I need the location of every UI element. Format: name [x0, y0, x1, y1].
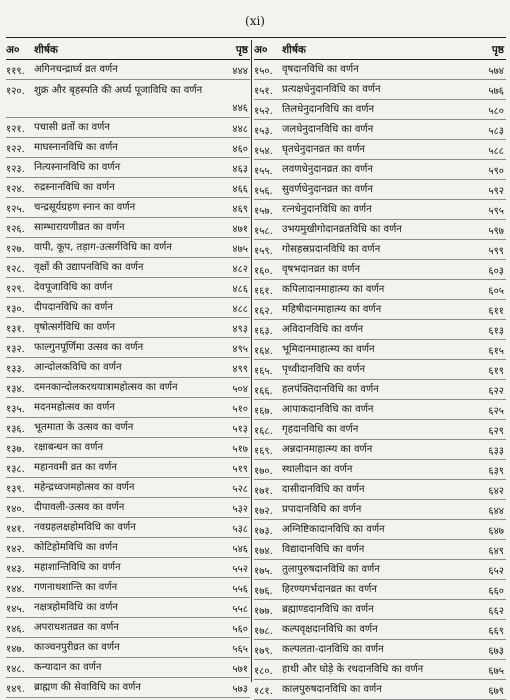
- chapter-title: वृक्षों की उद्यापनविधि का वर्णन: [34, 261, 144, 273]
- toc-entry: [6, 138, 250, 158]
- toc-entry: [6, 538, 250, 558]
- chapter-title: महिषीदानमाहात्म्य का वर्णन: [282, 303, 382, 315]
- chapter-title: नित्यस्नानविधि का वर्णन: [34, 161, 121, 173]
- toc-entry: [254, 160, 506, 180]
- chapter-number: १२१.: [6, 123, 25, 135]
- page-number-cell: ५७३: [232, 683, 248, 695]
- chapter-title: महेन्द्रध्वजमहोत्सव का वर्णन: [34, 481, 135, 493]
- chapter-title: कल्पवृक्षदानविधि का वर्णन: [282, 623, 378, 635]
- toc-entry: [254, 520, 506, 540]
- chapter-title: दीपावली-उत्सव का वर्णन: [34, 501, 125, 513]
- page-number-cell: ५५८: [232, 603, 248, 615]
- toc-entry: [6, 318, 250, 338]
- page-number-cell: ५९७: [488, 225, 504, 237]
- toc-entry: [6, 578, 250, 598]
- chapter-title: गृहदानविधि का वर्णन: [282, 423, 359, 435]
- chapter-number: १६२.: [254, 305, 273, 317]
- toc-entry: [254, 380, 506, 400]
- toc-entry: [254, 620, 506, 640]
- page-number-cell: ६७५: [488, 665, 504, 677]
- page-number-cell: ६७९: [488, 685, 504, 697]
- chapter-title: हलपंक्तिदानविधि का वर्णन: [282, 383, 379, 395]
- header-page-label: पृष्ठ: [491, 43, 504, 56]
- page-number-cell: ६०३: [488, 265, 504, 277]
- chapter-title: अविदानविधि का वर्णन: [282, 323, 364, 335]
- toc-column-right: [254, 40, 506, 700]
- page-number-cell: ५३२: [232, 503, 248, 515]
- page-number-cell: ४९९: [232, 363, 248, 375]
- toc-entry: [6, 418, 250, 438]
- page-number-cell: ४४६: [232, 103, 248, 114]
- chapter-number: १२३.: [6, 163, 25, 175]
- toc-entry: [6, 518, 250, 538]
- toc-entry: [6, 358, 250, 378]
- chapter-title: दासीदानविधि का वर्णन: [282, 483, 365, 495]
- toc-entry: [254, 480, 506, 500]
- toc-entry: [254, 560, 506, 580]
- chapter-title: आपाकदानविधि का वर्णन: [282, 403, 374, 415]
- toc-entry: [6, 378, 250, 398]
- chapter-number: १७७.: [254, 605, 273, 617]
- chapter-number: १७६.: [254, 585, 273, 597]
- chapter-number: १२४.: [6, 183, 25, 195]
- page-number-cell: ५६५: [232, 643, 248, 655]
- chapter-title: प्रपादानविधि का वर्णन: [282, 503, 362, 515]
- toc-entry: [6, 398, 250, 418]
- chapter-title: फाल्गुनपूर्णिमा उत्सव का वर्णन: [34, 341, 144, 353]
- page-number-cell: ६०५: [488, 285, 504, 297]
- chapter-number: १५०.: [254, 65, 273, 77]
- toc-entry: [254, 680, 506, 700]
- chapter-number: १७१.: [254, 485, 273, 497]
- toc-entry: [6, 658, 250, 678]
- chapter-number: १४३.: [6, 563, 25, 575]
- chapter-title: उभयमुखीगोदानव्रतविधि का वर्णन: [282, 223, 402, 235]
- chapter-title: अग्निष्टिकादानविधि का वर्णन: [282, 523, 385, 535]
- toc-entry: [6, 158, 250, 178]
- toc-entry: [254, 440, 506, 460]
- toc-entry: [6, 278, 250, 298]
- chapter-title: कोटिहोमविधि का वर्णन: [34, 541, 118, 553]
- toc-entry: [254, 420, 506, 440]
- chapter-number: १४६.: [6, 623, 25, 635]
- page-number: (xi): [245, 14, 265, 28]
- toc-entry: [254, 280, 506, 300]
- top-rule: [6, 37, 506, 38]
- chapter-title: अगिनचन्द्रार्घ्य व्रत वर्णन: [34, 63, 118, 75]
- chapter-number: १४०.: [6, 503, 25, 515]
- page-number-cell: ५२८: [232, 483, 248, 495]
- page-number-cell: ४७१: [232, 223, 248, 235]
- toc-entry: [254, 460, 506, 480]
- toc-entry: [254, 400, 506, 420]
- chapter-number: १५१.: [254, 85, 273, 97]
- chapter-number: १५८.: [254, 225, 273, 237]
- chapter-title: साम्भारायणीव्रत का वर्णन: [34, 221, 125, 233]
- chapter-title: काञ्चनपुरीव्रत का वर्णन: [34, 641, 120, 653]
- chapter-title: कन्यादान का वर्णन: [34, 661, 102, 673]
- chapter-title: तिलधेनुदानविधि का वर्णन: [282, 103, 375, 115]
- page-number-cell: ५१३: [232, 423, 248, 435]
- chapter-title: ब्राह्मण की सेवाविधि का वर्णन: [34, 681, 141, 693]
- toc-entry: [6, 638, 250, 658]
- page-number-cell: ५९५: [488, 205, 504, 217]
- chapter-title: लवणधेनुदानव्रत का वर्णन: [282, 163, 373, 175]
- chapter-number: १५९.: [254, 245, 273, 257]
- chapter-number: १७२.: [254, 505, 273, 517]
- header-chapter-label: अ०: [6, 43, 20, 56]
- page-number-cell: ४८८: [232, 303, 248, 315]
- page-number-cell: ४९३: [232, 323, 248, 335]
- page-number-cell: ४६६: [232, 183, 248, 195]
- chapter-number: १६९.: [254, 445, 273, 457]
- chapter-number: १२८.: [6, 263, 25, 275]
- toc-entry: [6, 80, 250, 118]
- chapter-title: हाथी और घोड़े के रथदानविधि का वर्णन: [282, 663, 424, 675]
- toc-entry: [6, 238, 250, 258]
- chapter-title: तुलापुरुषदानविधि का वर्णन: [282, 563, 380, 575]
- chapter-number: ११९.: [6, 65, 25, 77]
- chapter-title: आन्दोलकविधि का वर्णन: [34, 361, 122, 373]
- page-number-cell: ६१५: [488, 345, 504, 357]
- chapter-title: कल्पलता-दानविधि का वर्णन: [282, 643, 384, 655]
- toc-list-left: [6, 60, 250, 698]
- toc-entry: [254, 600, 506, 620]
- chapter-title: सुवर्णधेनुदानव्रत का वर्णन: [282, 183, 373, 195]
- chapter-title: रत्नधेनुदानविधि का वर्णन: [282, 203, 372, 215]
- chapter-title: भूमिदानमाहात्म्य का वर्णन: [282, 343, 375, 355]
- chapter-number: १७५.: [254, 565, 273, 577]
- page-number-cell: ४८६: [232, 283, 248, 295]
- page-number-cell: ६५२: [488, 565, 504, 577]
- toc-entry: [6, 678, 250, 698]
- header-page-label: पृष्ठ: [235, 43, 248, 56]
- chapter-title: कालपुरुषदानविधि का वर्णन: [282, 683, 382, 695]
- page-number-cell: ६६०: [488, 585, 504, 597]
- page-number-cell: ६१९: [488, 365, 504, 377]
- chapter-number: १५६.: [254, 185, 273, 197]
- chapter-title: गोसहस्रप्रदानविधि का वर्णन: [282, 243, 381, 255]
- header-title-label: शीर्षक: [34, 43, 58, 56]
- chapter-number: १६६.: [254, 385, 273, 397]
- chapter-title: हिरण्यगर्भदानव्रत का वर्णन: [282, 583, 377, 595]
- toc-entry: [254, 200, 506, 220]
- chapter-title: नक्षत्रहोमविधि का वर्णन: [34, 601, 118, 613]
- chapter-number: १३४.: [6, 383, 25, 395]
- page-number-cell: ४६०: [232, 143, 248, 155]
- toc-entry: [6, 498, 250, 518]
- page-number-cell: ५७१: [232, 663, 248, 675]
- page-number-cell: ६६२: [488, 605, 504, 617]
- page-number-cell: ६२९: [488, 425, 504, 437]
- page-number-cell: ५१९: [232, 463, 248, 475]
- chapter-number: १५२.: [254, 105, 273, 117]
- page-number-cell: ५३८: [232, 523, 248, 535]
- page-number-cell: ५४६: [232, 543, 248, 555]
- page-number-cell: ५५६: [232, 583, 248, 595]
- toc-entry: [254, 260, 506, 280]
- chapter-number: १३७.: [6, 443, 25, 455]
- chapter-number: १२०.: [6, 86, 25, 97]
- chapter-number: १२७.: [6, 243, 25, 255]
- page-number-cell: ४६९: [232, 203, 248, 215]
- toc-entry: [254, 300, 506, 320]
- toc-entry: [254, 100, 506, 120]
- chapter-title: कपिलादानमाहात्म्य का वर्णन: [282, 283, 385, 295]
- chapter-number: १४९.: [6, 683, 25, 695]
- chapter-title: प्रत्यक्षधेनुदानविधि का वर्णन: [282, 83, 381, 95]
- page-number-cell: ५६०: [232, 623, 248, 635]
- chapter-number: १३३.: [6, 363, 25, 375]
- chapter-title: दीपदानविधि का वर्णन: [34, 301, 113, 313]
- chapter-number: १४२.: [6, 543, 25, 555]
- chapter-number: १३५.: [6, 403, 25, 415]
- page-number-cell: ४९५: [232, 343, 248, 355]
- page-number-cell: ६४९: [488, 545, 504, 557]
- chapter-title: महानवमी व्रत का वर्णन: [34, 461, 117, 473]
- toc-entry: [254, 540, 506, 560]
- chapter-number: १५७.: [254, 205, 273, 217]
- chapter-number: १४१.: [6, 523, 25, 535]
- chapter-number: १६४.: [254, 345, 273, 357]
- chapter-number: १४८.: [6, 663, 25, 675]
- page-number-cell: ४४८: [232, 123, 248, 135]
- toc-entry: [6, 598, 250, 618]
- toc-entry: [6, 60, 250, 80]
- chapter-number: १५३.: [254, 125, 273, 137]
- chapter-number: १२५.: [6, 203, 25, 215]
- page-number-cell: ६४७: [488, 525, 504, 537]
- chapter-number: १६७.: [254, 405, 273, 417]
- chapter-number: १६०.: [254, 265, 273, 277]
- page-number-cell: ४८२: [232, 263, 248, 275]
- page-number-cell: ५०४: [232, 383, 248, 395]
- toc-entry: [6, 218, 250, 238]
- page-number-cell: ६६९: [488, 625, 504, 637]
- page-number-cell: ५९०: [488, 165, 504, 177]
- chapter-number: १७०.: [254, 465, 273, 477]
- chapter-title: स्थालीदान का वर्णन: [282, 463, 353, 475]
- toc-entry: [254, 240, 506, 260]
- column-header: [254, 40, 506, 60]
- chapter-number: १५५.: [254, 165, 273, 177]
- chapter-title: गणनाथशान्ति का वर्णन: [34, 581, 118, 593]
- chapter-number: १७३.: [254, 525, 273, 537]
- chapter-title: पृथ्वीदानविधि का वर्णन: [282, 363, 365, 375]
- page-number-cell: ६३९: [488, 465, 504, 477]
- chapter-title: वापी, कूप, तड़ाग-उत्सर्गविधि का वर्णन: [34, 241, 172, 253]
- chapter-number: १७८.: [254, 625, 273, 637]
- chapter-number: १३९.: [6, 483, 25, 495]
- chapter-number: १७४.: [254, 545, 273, 557]
- chapter-number: १२९.: [6, 283, 25, 295]
- chapter-title: वृषभदानव्रत का वर्णन: [282, 263, 361, 275]
- chapter-number: १४५.: [6, 603, 25, 615]
- page-number-cell: ५९९: [488, 245, 504, 257]
- chapter-title: मदनमहोत्सव का वर्णन: [34, 401, 115, 413]
- chapter-title: चन्द्रसूर्यग्रहण स्नान का वर्णन: [34, 201, 136, 213]
- chapter-title: पचासी व्रतों का वर्णन: [34, 121, 110, 133]
- chapter-number: १३०.: [6, 303, 25, 315]
- header-chapter-label: अ०: [254, 43, 268, 56]
- page-number-cell: ६२५: [488, 405, 504, 417]
- page-number-cell: ५१०: [232, 403, 248, 415]
- chapter-number: १४७.: [6, 643, 25, 655]
- chapter-title: रुद्रस्नानविधि का वर्णन: [34, 181, 115, 193]
- page-number-cell: ५८८: [488, 145, 504, 157]
- chapter-number: १७९.: [254, 645, 273, 657]
- header-title-label: शीर्षक: [282, 43, 306, 56]
- toc-entry: [6, 338, 250, 358]
- toc-entry: [254, 320, 506, 340]
- toc-entry: [254, 140, 506, 160]
- chapter-title: भूतमाता के उत्सव का वर्णन: [34, 421, 134, 433]
- toc-entry: [254, 340, 506, 360]
- toc-entry: [254, 80, 506, 100]
- chapter-title: रक्षाबन्धन का वर्णन: [34, 441, 103, 453]
- chapter-title: विद्यादानविधि का वर्णन: [282, 543, 365, 555]
- chapter-number: १२२.: [6, 143, 25, 155]
- chapter-number: १५४.: [254, 145, 273, 157]
- page-number-cell: ४४४: [232, 65, 248, 77]
- chapter-title: माघस्नानविधि का वर्णन: [34, 141, 118, 153]
- toc-entry: [6, 478, 250, 498]
- page-number-cell: ६२२: [488, 385, 504, 397]
- chapter-number: १६१.: [254, 285, 273, 297]
- chapter-number: १६३.: [254, 325, 273, 337]
- toc-entry: [254, 60, 506, 80]
- page-number-cell: ६७३: [488, 645, 504, 657]
- toc-entry: [254, 640, 506, 660]
- chapter-number: १६८.: [254, 425, 273, 437]
- page-number-cell: ५५२: [232, 563, 248, 575]
- toc-column-left: [6, 40, 250, 698]
- toc-entry: [254, 220, 506, 240]
- toc-entry: [6, 438, 250, 458]
- chapter-title: जलधेनुदानविधि का वर्णन: [282, 123, 374, 135]
- chapter-title: अपराधशतव्रत का वर्णन: [34, 621, 119, 633]
- toc-entry: [254, 660, 506, 680]
- toc-entry: [254, 580, 506, 600]
- page-number-cell: ६११: [488, 305, 504, 317]
- page-number-cell: ६३३: [488, 445, 504, 457]
- page-number-cell: ५७६: [488, 85, 504, 97]
- chapter-number: १६५.: [254, 365, 273, 377]
- toc-entry: [6, 118, 250, 138]
- page-number-cell: ५९२: [488, 185, 504, 197]
- page-number-cell: ५१७: [232, 443, 248, 455]
- chapter-number: १३६.: [6, 423, 25, 435]
- chapter-number: १४४.: [6, 583, 25, 595]
- toc-list-right: [254, 60, 506, 700]
- page-number-cell: ५८३: [488, 125, 504, 137]
- page-number-cell: ५७४: [488, 65, 504, 77]
- toc-entry: [6, 198, 250, 218]
- toc-entry: [254, 120, 506, 140]
- column-header: [6, 40, 250, 60]
- chapter-title: ब्रह्माण्डदानविधि का वर्णन: [282, 603, 374, 615]
- chapter-title: वृषदानविधि का वर्णन: [282, 63, 359, 75]
- chapter-title: देवपूजाविधि का वर्णन: [34, 281, 113, 293]
- page-number-cell: ५८०: [488, 105, 504, 117]
- page-number-cell: ६४२: [488, 485, 504, 497]
- chapter-title: शुक्र और बृहस्पति की अर्घ्य पूजाविधि का वर्णन: [34, 85, 203, 96]
- chapter-title: वृषोत्सर्गविधि का वर्णन: [34, 321, 116, 333]
- page-number-cell: ४६३: [232, 163, 248, 175]
- chapter-number: १८१.: [254, 685, 273, 697]
- toc-entry: [254, 360, 506, 380]
- chapter-title: महाशान्तिविधि का वर्णन: [34, 561, 121, 573]
- page-number-cell: ४७५: [232, 243, 248, 255]
- toc-entry: [254, 500, 506, 520]
- chapter-number: १३१.: [6, 323, 25, 335]
- toc-entry: [6, 178, 250, 198]
- page-number-cell: ६१३: [488, 325, 504, 337]
- column-divider: [251, 40, 252, 682]
- toc-entry: [6, 558, 250, 578]
- page-number-cell: ६४४: [488, 505, 504, 517]
- toc-entry: [6, 618, 250, 638]
- chapter-title: दमनकान्दोलकरथयात्रामहोत्सव का वर्णन: [34, 381, 178, 393]
- chapter-title: नवग्रहलक्षहोमविधि का वर्णन: [34, 521, 136, 533]
- toc-entry: [6, 258, 250, 278]
- chapter-number: १३८.: [6, 463, 25, 475]
- chapter-number: १८०.: [254, 665, 273, 677]
- toc-entry: [254, 180, 506, 200]
- toc-entry: [6, 298, 250, 318]
- toc-entry: [6, 458, 250, 478]
- chapter-title: अन्नदानमाहात्म्य का वर्णन: [282, 443, 373, 455]
- chapter-number: १२६.: [6, 223, 25, 235]
- chapter-number: १३२.: [6, 343, 25, 355]
- chapter-title: घृतधेनुदानव्रत का वर्णन: [282, 143, 365, 155]
